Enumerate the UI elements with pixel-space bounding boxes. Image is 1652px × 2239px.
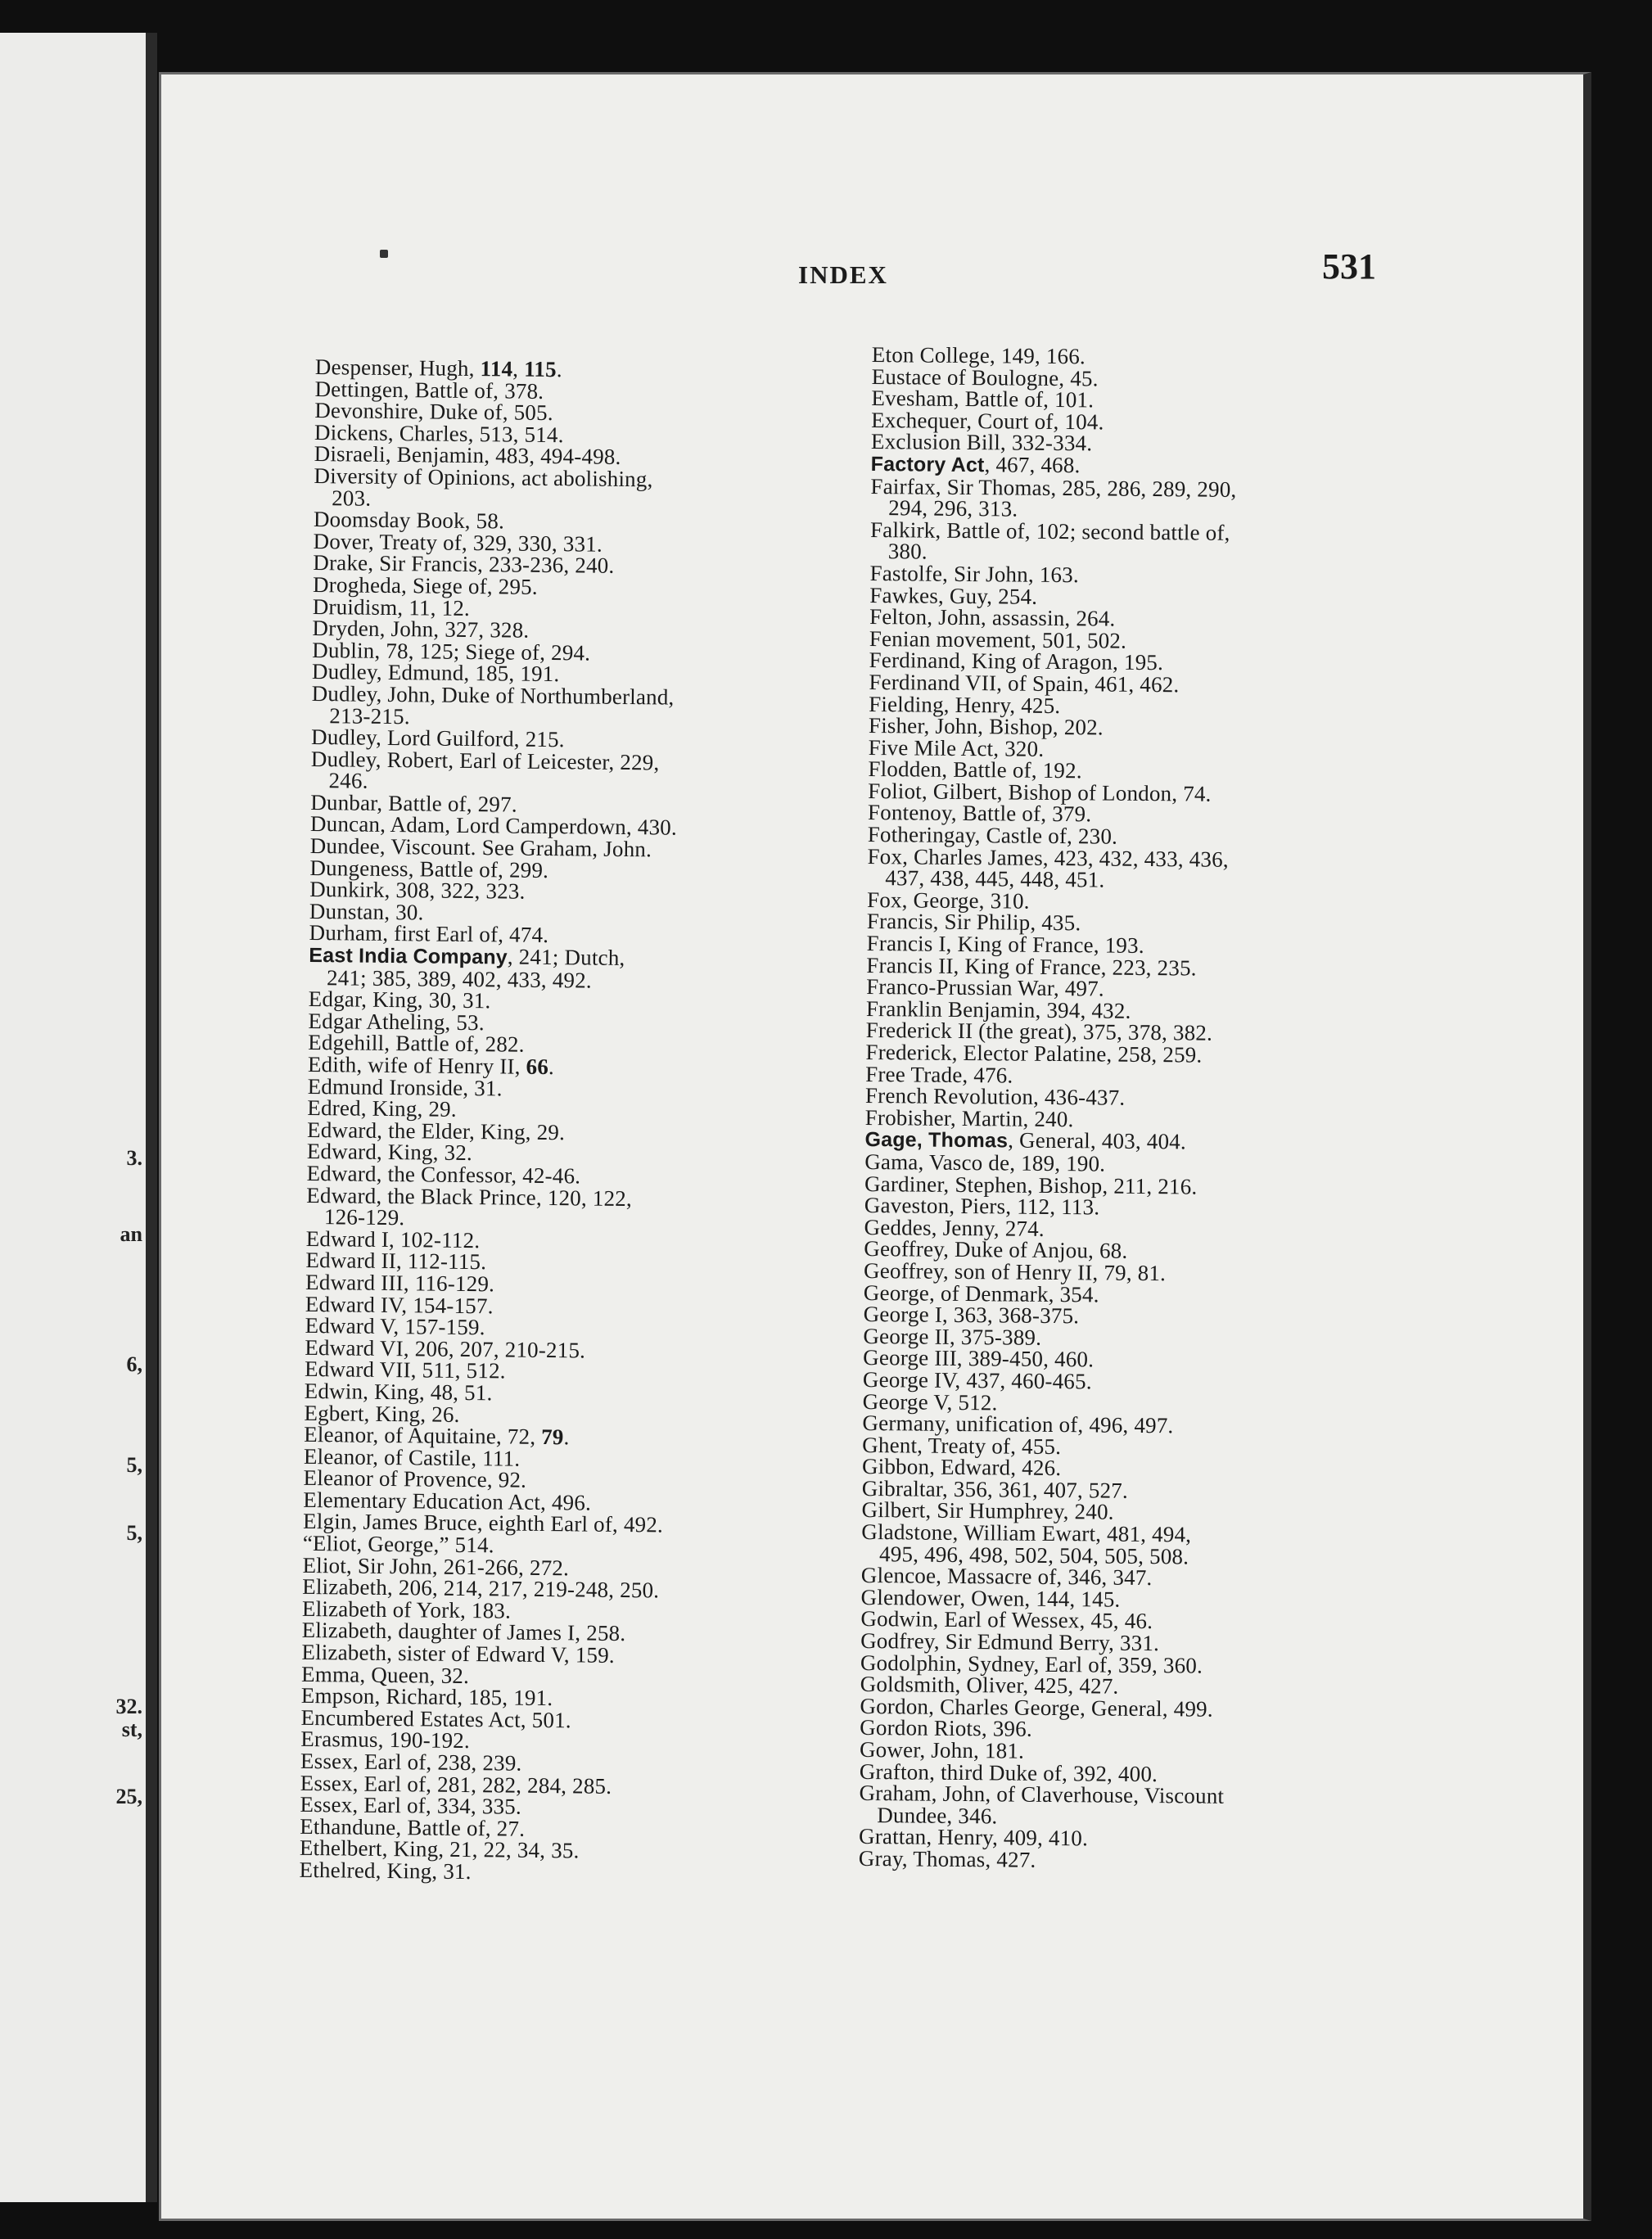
index-entry-text: Despenser, Hugh, <box>314 354 481 381</box>
index-entry-text: Edmund Ironside, 31. <box>307 1073 503 1101</box>
index-entry-text: Edward, the Elder, King, 29. <box>306 1117 566 1145</box>
index-entry-text: Fairfax, Sir Thomas, 285, 286, 289, 290, <box>870 473 1237 502</box>
page-edge-fragment: 25, <box>115 1785 142 1808</box>
index-entry <box>858 1845 1399 1874</box>
index-entry-text: Free Trade, 476. <box>865 1061 1013 1088</box>
index-entry-text: Fox, Charles James, 423, 432, 433, 436, <box>867 843 1229 872</box>
index-entry-text: Essex, Earl of, 334, 335. <box>300 1792 522 1819</box>
book-spine <box>146 33 157 2202</box>
index-entry-text: Grattan, Henry, 409, 410. <box>858 1824 1089 1851</box>
index-entry-text: Egbert, King, 26. <box>304 1400 460 1427</box>
adjacent-page-edge <box>0 33 147 2202</box>
index-entry-text: Godfrey, Sir Edmund Berry, 331. <box>860 1627 1160 1656</box>
index-entry-text: Fisher, John, Bishop, 202. <box>868 713 1104 740</box>
index-entry-text: Edgar, King, 30, 31. <box>308 986 491 1013</box>
index-entry-text: Foliot, Gilbert, Bishop of London, 74. <box>868 778 1212 806</box>
index-entry-text: Eleanor, of Castile, 111. <box>303 1443 521 1471</box>
index-entry-text: Francis I, King of France, 193. <box>866 931 1144 958</box>
index-entry-text: Gladstone, William Ewart, 481, 494, <box>861 1519 1192 1547</box>
index-entry-text: Edward VI, 206, 207, 210-215. <box>305 1334 586 1363</box>
index-entry-text: Eleanor, of Aquitaine, 72, <box>304 1422 542 1450</box>
index-entry-text: Disraeli, Benjamin, 483, 494-498. <box>314 441 621 470</box>
index-entry-text: Duncan, Adam, Lord Camperdown, 430. <box>309 811 678 841</box>
index-entry-text: Dettingen, Battle of, 378. <box>314 376 544 404</box>
index-entry-text: Edward II, 112-115. <box>305 1248 487 1275</box>
index-entry-text: Empson, Richard, 185, 191. <box>300 1683 553 1711</box>
index-entry-text: , 241; Dutch, <box>507 944 625 971</box>
index-entry-text: Fielding, Henry, 425. <box>869 691 1061 718</box>
index-entry-text: Gibraltar, 356, 361, 407, 527. <box>861 1475 1129 1503</box>
index-entry-text: Dunstan, 30. <box>309 898 424 925</box>
index-entry-text: 495, 496, 498, 502, 504, 505, 508. <box>878 1541 1189 1569</box>
index-entry-text: Frederick II (the great), 375, 378, 382. <box>865 1018 1213 1046</box>
index-entry-text: Geoffrey, Duke of Anjou, 68. <box>864 1236 1128 1264</box>
index-entry-text: Dudley, John, Duke of Northumberland, <box>311 680 675 710</box>
index-entry-text: Geddes, Jenny, 274. <box>864 1214 1045 1241</box>
page-edge-fragment: 6, <box>126 1352 142 1376</box>
index-entry-text: Godwin, Earl of Wessex, 45, 46. <box>860 1606 1153 1634</box>
index-entry-text: Emma, Queen, 32. <box>300 1661 470 1688</box>
index-entry-text: Eton College, 149, 166. <box>871 342 1086 369</box>
index-entry-text: Edward, King, 32. <box>306 1139 473 1166</box>
index-entry-text: George II, 375-389. <box>863 1323 1042 1350</box>
index-entry-text: Dryden, John, 327, 328. <box>312 616 530 643</box>
page-edge-fragment: 32. <box>115 1695 142 1718</box>
index-entry-text: Gilbert, Sir Humphrey, 240. <box>861 1497 1114 1525</box>
index-entry-text: , General, 403, 404. <box>1008 1127 1187 1154</box>
index-entry-text: Encumbered Estates Act, 501. <box>300 1704 571 1733</box>
index-entry-text: Flodden, Battle of, 192. <box>868 756 1082 783</box>
index-entry <box>314 465 846 492</box>
index-entry-text: . <box>548 1054 555 1080</box>
index-entry-text: Ethelred, King, 31. <box>299 1857 472 1885</box>
index-entry-text: Dudley, Robert, Earl of Leicester, 229, <box>310 746 660 775</box>
index-entry-text: Five Mile Act, 320. <box>868 734 1045 761</box>
index-entry-text: Elgin, James Bruce, eighth Earl of, 492. <box>302 1509 664 1537</box>
index-entry-text: Gray, Thomas, 427. <box>858 1845 1036 1872</box>
index-entry-text: Glendower, Owen, 144, 145. <box>860 1584 1121 1612</box>
index-entry-text: Dundee, Viscount. See Graham, John. <box>309 833 652 862</box>
index-entry-text: Evesham, Battle of, 101. <box>871 386 1095 413</box>
index-entry-text: Eustace of Boulogne, 45. <box>871 363 1099 391</box>
index-entry-text: Ferdinand VII, of Spain, 461, 462. <box>869 669 1180 697</box>
index-entry-text: Ethandune, Battle of, 27. <box>300 1813 526 1841</box>
index-entry-text: Elizabeth, sister of Edward V, 159. <box>301 1639 615 1668</box>
page-edge-fragment: an <box>120 1222 142 1246</box>
index-entry-text: East India Company <box>309 943 508 969</box>
index-entry-text: Elementary Education Act, 496. <box>303 1487 592 1515</box>
index-entry-text: Dundee, 346. <box>877 1802 998 1829</box>
index-entry-text: Essex, Earl of, 281, 282, 284, 285. <box>300 1770 612 1799</box>
index-entry-text: Exclusion Bill, 332-334. <box>870 429 1093 456</box>
index-entry-text: George, of Denmark, 354. <box>863 1280 1099 1307</box>
index-entry-text: George V, 512. <box>862 1388 998 1415</box>
index-entry-text: “Eliot, George,” 514. <box>302 1530 494 1558</box>
index-entry-text: Diversity of Opinions, act abolishing, <box>314 463 653 492</box>
index-entry-text: Eleanor of Provence, 92. <box>303 1465 527 1493</box>
index-entry-text: Erasmus, 190-192. <box>300 1727 471 1754</box>
index-entry-text: Edgehill, Battle of, 282. <box>308 1030 525 1058</box>
index-entry-text: Felton, John, assassin, 264. <box>869 604 1116 631</box>
index-entry-text: 246. <box>328 768 368 793</box>
index-entry-text: French Revolution, 436-437. <box>864 1083 1126 1110</box>
index-entry-text: Dickens, Charles, 513, 514. <box>314 419 564 447</box>
index-entry-text: Ghent, Treaty of, 455. <box>862 1432 1062 1459</box>
index-entry-text: Durham, first Earl of, 474. <box>309 920 549 948</box>
index-entry-text: Drake, Sir Francis, 233-236, 240. <box>313 550 615 579</box>
index-entry-text: 114 <box>480 356 513 381</box>
index-entry-text: 203. <box>332 485 372 511</box>
index-entry-text: Gordon, Charles George, General, 499. <box>860 1693 1213 1722</box>
index-entry-text: Fotheringay, Castle of, 230. <box>867 822 1118 849</box>
index-entry-text: Fenian movement, 501, 502. <box>869 625 1127 653</box>
index-entry-text: Fawkes, Guy, 254. <box>869 582 1038 609</box>
index-entry-text: Grafton, third Duke of, 392, 400. <box>859 1758 1158 1786</box>
index-entry-text: Edward IV, 154-157. <box>305 1291 494 1318</box>
index-entry-text: Elizabeth, daughter of James I, 258. <box>301 1618 626 1646</box>
index-entry-text: Francis, Sir Philip, 435. <box>866 909 1081 936</box>
page-edge-fragment: 5, <box>126 1453 142 1477</box>
index-entry-text: Dungeness, Battle of, 299. <box>309 855 549 883</box>
index-entry-text: Gama, Vasco de, 189, 190. <box>864 1149 1106 1176</box>
index-entry-text: 115 <box>524 356 557 382</box>
index-entry-text: Doomsday Book, 58. <box>313 507 505 534</box>
index-entry-text: Dover, Treaty of, 329, 330, 331. <box>313 528 603 557</box>
index-entry-text: Devonshire, Duke of, 505. <box>314 398 553 426</box>
index-entry-text: Gardiner, Stephen, Bishop, 211, 216. <box>864 1171 1198 1199</box>
index-entry-text: Francis II, King of France, 223, 235. <box>866 952 1197 981</box>
index-entry-text: Edward, the Confessor, 42-46. <box>306 1160 581 1189</box>
index-entry-text: 126-129. <box>323 1204 405 1230</box>
index-entry-text: Druidism, 11, 12. <box>312 594 471 621</box>
index-entry <box>870 519 1411 545</box>
index-entry-text: Edward V, 157-159. <box>305 1313 485 1340</box>
index-entry-text: 437, 438, 445, 448, 451. <box>885 865 1105 892</box>
index-entry-text: Franklin Benjamin, 394, 432. <box>865 995 1131 1023</box>
print-mark <box>380 250 388 258</box>
index-entry-text: Ethelbert, King, 21, 22, 34, 35. <box>299 1835 580 1863</box>
index-entry-text: George III, 389-450, 460. <box>863 1345 1095 1372</box>
index-entry-text: Edith, wife of Henry II, <box>307 1051 526 1079</box>
page-title: INDEX <box>798 260 888 289</box>
index-entry-text: Essex, Earl of, 238, 239. <box>300 1748 522 1776</box>
index-entry-text: Godolphin, Sydney, Earl of, 359, 360. <box>860 1650 1203 1678</box>
index-entry-text: Fastolfe, Sir John, 163. <box>869 560 1079 588</box>
index-entry-text: Frederick, Elector Palatine, 258, 259. <box>865 1039 1203 1068</box>
index-entry-text: Gaveston, Piers, 112, 113. <box>864 1193 1100 1220</box>
index-entry <box>299 1859 831 1886</box>
index-entry-text: 294, 296, 313. <box>888 495 1018 521</box>
index-entry-text: 241; 385, 389, 402, 433, 492. <box>326 964 593 993</box>
index-entry-text: Glencoe, Massacre of, 346, 347. <box>860 1563 1153 1591</box>
index-entry-text: 380. <box>887 539 928 564</box>
page-number: 531 <box>1322 246 1376 287</box>
index-entry-text: Falkirk, Battle of, 102; second battle of, <box>869 517 1230 545</box>
index-entry-text: Edward I, 102-112. <box>305 1226 481 1253</box>
index-column-left <box>299 356 846 1886</box>
index-entry-text: Dunkirk, 308, 322, 323. <box>309 877 526 904</box>
index-entry-text: Edwin, King, 48, 51. <box>304 1378 493 1406</box>
index-entry <box>311 748 843 775</box>
index-entry-text: Fox, George, 310. <box>866 887 1030 914</box>
index-entry-text: Fontenoy, Battle of, 379. <box>867 800 1092 827</box>
page-edge-fragment: 5, <box>126 1521 142 1545</box>
index-entry-text: Dudley, Lord Guilford, 215. <box>310 725 565 752</box>
index-entry-text: George IV, 437, 460-465. <box>862 1366 1092 1394</box>
index-entry-text: 213-215. <box>329 702 410 729</box>
page-edge-fragment: 3. <box>126 1146 142 1170</box>
index-entry-text: Germany, unification of, 496, 497. <box>862 1411 1174 1438</box>
index-entry-text: Drogheda, Siege of, 295. <box>312 571 538 599</box>
index-entry-text: Elizabeth of York, 183. <box>301 1596 512 1623</box>
index-entry-text: Edward, the Black Prince, 120, 122, <box>306 1182 633 1211</box>
index-entry-text: Exchequer, Court of, 104. <box>871 407 1104 435</box>
index-entry-text: Gordon Riots, 396. <box>860 1715 1032 1742</box>
index-entry-text: Dudley, Edmund, 185, 191. <box>311 659 560 687</box>
index-entry-text: . <box>556 357 562 382</box>
index-entry-text: Graham, John, of Claverhouse, Viscount <box>859 1781 1225 1809</box>
index-entry-text: Edward III, 116-129. <box>305 1269 495 1297</box>
index-entry-text: 79 <box>541 1424 564 1450</box>
index-entry-text: Eliot, Sir John, 261-266, 272. <box>302 1552 570 1580</box>
index-entry-text: Goldsmith, Oliver, 425, 427. <box>860 1672 1119 1699</box>
index-entry-text: Gibbon, Edward, 426. <box>861 1454 1062 1481</box>
index-entry-text: Edward VII, 511, 512. <box>304 1356 506 1384</box>
index-entry-text: Dublin, 78, 125; Siege of, 294. <box>312 637 591 666</box>
index-entry-text: Frobisher, Martin, 240. <box>864 1104 1074 1131</box>
index-entry-text: Edred, King, 29. <box>307 1095 457 1122</box>
index-entry-text: , <box>512 356 525 381</box>
page-edge-fragment: st, <box>121 1718 142 1741</box>
index-entry-text: George I, 363, 368-375. <box>863 1302 1080 1329</box>
index-entry-text: , 467, 468. <box>984 452 1081 478</box>
index-entry-text: Gower, John, 181. <box>859 1736 1025 1763</box>
index-entry-text: Factory Act <box>870 452 985 477</box>
index-column-right <box>859 344 1412 1874</box>
index-entry-text: Ferdinand, King of Aragon, 195. <box>869 648 1164 675</box>
index-entry-text: Gage, Thomas <box>864 1128 1009 1153</box>
index-entry-text: Geoffrey, son of Henry II, 79, 81. <box>863 1257 1167 1286</box>
index-entry-text: Dunbar, Battle of, 297. <box>310 789 517 817</box>
index-entry-text: . <box>563 1424 570 1450</box>
index-entry-text: Edgar Atheling, 53. <box>308 1008 485 1036</box>
index-entry-text: 66 <box>526 1054 549 1080</box>
index-entry-text: Franco-Prussian War, 497. <box>866 974 1104 1001</box>
index-entry-text: Elizabeth, 206, 214, 217, 219-248, 250. <box>302 1574 660 1603</box>
